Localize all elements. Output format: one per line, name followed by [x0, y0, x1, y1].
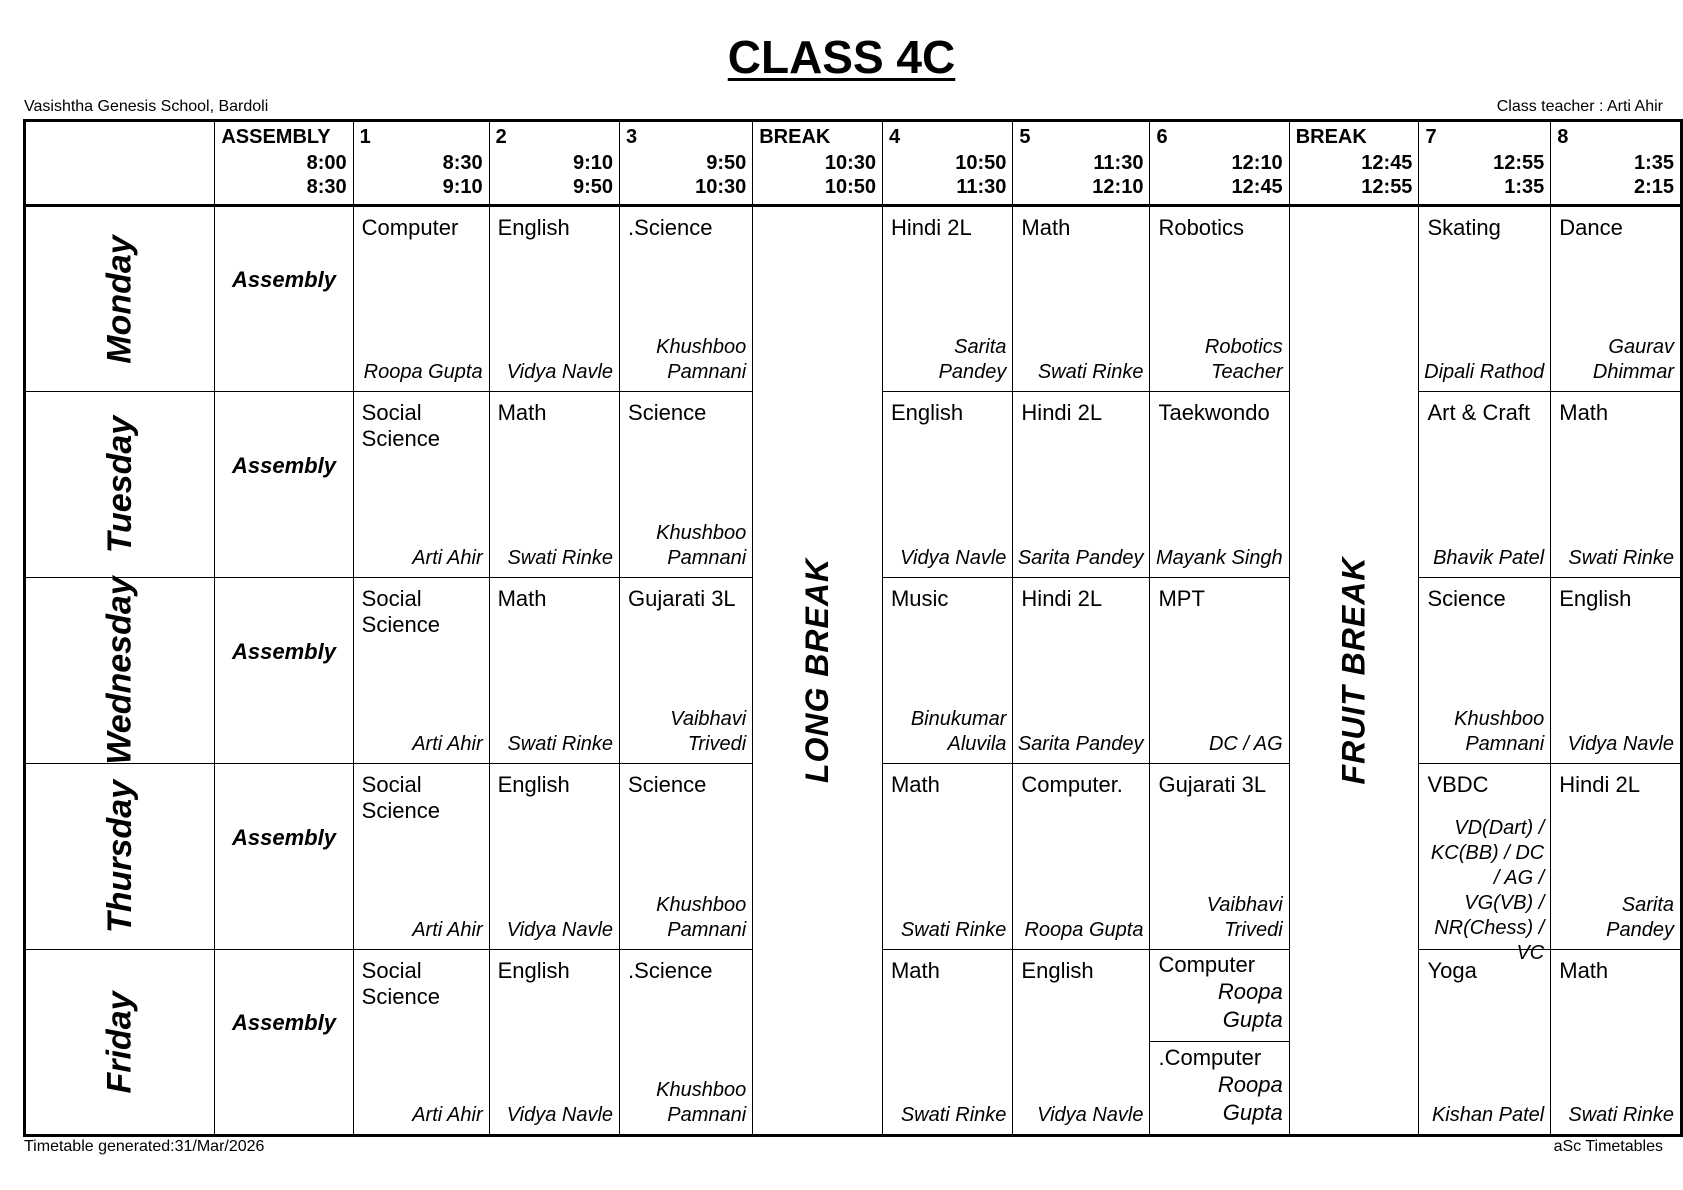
lesson-teacher: Swati Rinke: [507, 733, 614, 755]
day-name: Thursday: [100, 779, 139, 934]
lesson-teacher: Vidya Navle: [900, 547, 1007, 569]
period-start: 8:00: [306, 152, 347, 174]
lesson-cell[interactable]: [1419, 950, 1551, 1136]
generated-date: Timetable generated:31/Mar/2026: [24, 1138, 265, 1155]
period-name: 3: [626, 126, 638, 148]
day-name: Friday: [100, 990, 139, 1094]
period-name: 7: [1425, 126, 1437, 148]
period-start: 9:50: [706, 152, 747, 174]
lesson-split-part[interactable]: [1150, 950, 1288, 1042]
lesson-subject: Science: [628, 400, 707, 425]
lesson-teacher: Khushboo Pamnani: [656, 336, 747, 383]
lesson-subject: Hindi 2L: [1021, 400, 1103, 425]
period-header: [753, 121, 883, 206]
day-name: Wednesday: [100, 576, 139, 765]
period-name: 4: [888, 126, 901, 148]
lesson-teacher: Vidya Navle: [506, 361, 614, 383]
period-end: 12:10: [1092, 176, 1144, 198]
period-start: 12:45: [1361, 152, 1413, 174]
lesson-teacher: Sarita Pandey: [1017, 547, 1144, 569]
lesson-cell[interactable]: [489, 950, 619, 1136]
period-name: ASSEMBLY: [221, 126, 331, 148]
lesson-teacher: Gaurav Dhimmar: [1592, 336, 1674, 383]
lesson-teacher: Swati Rinke: [900, 919, 1007, 941]
assembly-label: Assembly: [232, 452, 336, 478]
lesson-subject: Science: [628, 772, 707, 797]
day-label-cell: [25, 950, 215, 1136]
lesson-subject: Math: [890, 958, 940, 983]
fruit-break-label: FRUIT BREAK: [1335, 556, 1372, 785]
period-start: 11:30: [1093, 152, 1144, 174]
lesson-subject: Robotics: [1158, 215, 1245, 240]
period-header: [1551, 121, 1682, 206]
lesson-cell[interactable]: [353, 764, 489, 950]
lesson-cell[interactable]: [1551, 764, 1682, 950]
lesson-split-part[interactable]: [1150, 1043, 1288, 1135]
lesson-cell[interactable]: [353, 950, 489, 1136]
lesson-subject: Math: [497, 586, 547, 611]
long-break-cell: [753, 206, 883, 1136]
lesson-subject: Math: [1559, 400, 1609, 425]
day-name: Monday: [100, 234, 139, 364]
lesson-cell[interactable]: [882, 950, 1012, 1136]
lesson-subject: Computer.: [1021, 772, 1123, 797]
lesson-subject: MPT: [1158, 586, 1205, 611]
lesson-teacher: Swati Rinke: [900, 1104, 1007, 1126]
lesson-cell[interactable]: [882, 206, 1012, 392]
period-header: [489, 121, 619, 206]
lesson-teacher: DC / AG: [1208, 733, 1283, 755]
lesson-cell[interactable]: [353, 392, 489, 578]
lesson-cell[interactable]: [353, 206, 489, 392]
lesson-subject: Math: [1021, 215, 1071, 240]
assembly-cell: [215, 578, 353, 764]
lesson-subject: Computer: [361, 215, 459, 240]
lesson-teacher: Vidya Navle: [506, 919, 614, 941]
lesson-cell[interactable]: [1419, 578, 1551, 764]
period-end: 2:15: [1633, 176, 1674, 198]
lesson-teacher: Arti Ahir: [412, 733, 483, 755]
lesson-teacher: Swati Rinke: [1037, 361, 1144, 383]
lesson-subject: Math: [497, 400, 547, 425]
lesson-teacher: Roopa Gupta: [1217, 979, 1283, 1032]
lesson-cell[interactable]: [489, 578, 619, 764]
lesson-cell[interactable]: [1013, 578, 1150, 764]
lesson-subject: Social Science: [361, 400, 440, 451]
lesson-cell[interactable]: [1150, 392, 1289, 578]
lesson-subject: Taekwondo: [1158, 400, 1270, 425]
lesson-cell[interactable]: [489, 206, 619, 392]
period-header-row: [25, 121, 1682, 206]
period-start: 10:30: [824, 152, 876, 174]
lesson-cell[interactable]: [1551, 578, 1682, 764]
lesson-cell[interactable]: [1551, 950, 1682, 1136]
assembly-cell: [215, 392, 353, 578]
lesson-cell[interactable]: [882, 764, 1012, 950]
period-header: [620, 121, 753, 206]
lesson-subject: .Computer: [1158, 1045, 1262, 1070]
period-end: 1:35: [1504, 176, 1545, 198]
period-name: BREAK: [759, 126, 831, 148]
lesson-teacher: Vidya Navle: [1037, 1104, 1144, 1126]
lesson-teacher: Roopa Gupta: [1217, 1072, 1283, 1125]
lesson-teacher: VD(Dart) / KC(BB) / DC / AG / VG(VB) / NR(Chess) / VC: [1430, 817, 1545, 964]
lesson-subject: Social Science: [361, 772, 440, 823]
period-end: 9:10: [442, 176, 483, 198]
assembly-label: Assembly: [232, 267, 336, 292]
lesson-teacher: Swati Rinke: [1568, 1104, 1674, 1126]
lesson-subject: Skating: [1427, 215, 1501, 240]
lesson-cell[interactable]: [1013, 950, 1150, 1136]
lesson-teacher: Khushboo Pamnani: [656, 1079, 747, 1126]
period-header: [1150, 121, 1289, 206]
lesson-cell[interactable]: [882, 392, 1012, 578]
lesson-subject: English: [890, 400, 964, 425]
lesson-cell[interactable]: [1150, 578, 1289, 764]
lesson-teacher: Sarita Pandey: [1017, 733, 1144, 755]
lesson-cell[interactable]: [1150, 764, 1289, 950]
lesson-subject: Math: [1559, 958, 1609, 983]
lesson-cell[interactable]: [1419, 764, 1551, 964]
period-name: 8: [1557, 126, 1569, 148]
period-end: 8:30: [306, 176, 347, 198]
lesson-teacher: Khushboo Pamnani: [1454, 708, 1545, 755]
lesson-teacher: Bhavik Patel: [1433, 547, 1545, 569]
assembly-label: Assembly: [232, 638, 336, 664]
lesson-subject: Math: [890, 772, 940, 797]
day-name: Tuesday: [100, 415, 139, 554]
lesson-cell[interactable]: [1150, 950, 1289, 1136]
assembly-label: Assembly: [232, 1010, 336, 1035]
lesson-subject: .Science: [628, 215, 713, 240]
lesson-subject: Dance: [1559, 215, 1623, 240]
lesson-teacher: Arti Ahir: [412, 1104, 483, 1126]
period-end: 10:50: [824, 176, 876, 198]
lesson-teacher: Arti Ahir: [412, 919, 483, 941]
page-title: CLASS 4C: [727, 31, 956, 83]
school-name: Vasishtha Genesis School, Bardoli: [24, 98, 269, 115]
assembly-cell: [215, 764, 353, 950]
period-name: 2: [495, 126, 507, 148]
period-header: [215, 121, 353, 206]
lesson-teacher: Robotics Teacher: [1204, 336, 1283, 383]
day-label-cell: [25, 578, 215, 764]
period-header: [1289, 121, 1419, 206]
lesson-subject: .Science: [628, 958, 713, 983]
lesson-subject: English: [1559, 586, 1632, 611]
generator-credit: aSc Timetables: [1553, 1138, 1663, 1155]
lesson-subject: Gujarati 3L: [1158, 772, 1267, 797]
lesson-cell[interactable]: [1419, 392, 1551, 578]
class-teacher: Class teacher : Arti Ahir: [1496, 98, 1663, 115]
lesson-cell[interactable]: [620, 764, 753, 950]
lesson-teacher: Vaibhavi Trivedi: [1206, 894, 1283, 941]
day-row: [25, 206, 1682, 392]
lesson-teacher: Arti Ahir: [412, 547, 483, 569]
timetable: [23, 119, 1683, 1137]
lesson-cell[interactable]: [489, 764, 619, 950]
lesson-teacher: Kishan Patel: [1431, 1104, 1545, 1126]
lesson-teacher: Vidya Navle: [1567, 733, 1674, 755]
period-name: 1: [359, 126, 371, 148]
period-name: BREAK: [1295, 126, 1367, 148]
assembly-cell: [215, 950, 353, 1136]
lesson-cell[interactable]: [353, 578, 489, 764]
assembly-cell: [215, 206, 353, 392]
period-header: [1419, 121, 1551, 206]
period-end: 12:45: [1231, 176, 1283, 198]
lesson-cell[interactable]: [1013, 206, 1150, 392]
lesson-cell[interactable]: [1419, 206, 1551, 392]
lesson-teacher: Roopa Gupta: [1024, 919, 1144, 941]
period-end: 9:50: [573, 176, 614, 198]
lesson-cell[interactable]: [1150, 206, 1289, 392]
lesson-teacher: Vaibhavi Trivedi: [670, 708, 747, 755]
lesson-teacher: Swati Rinke: [1568, 547, 1674, 569]
period-start: 12:10: [1231, 152, 1283, 174]
lesson-subject: Science: [1427, 586, 1506, 611]
lesson-cell[interactable]: [882, 578, 1012, 764]
lesson-cell[interactable]: [1551, 392, 1682, 578]
period-name: 6: [1156, 126, 1168, 148]
lesson-subject: Hindi 2L: [1559, 772, 1640, 797]
lesson-cell[interactable]: [489, 392, 619, 578]
lesson-subject: Computer: [1158, 952, 1256, 977]
lesson-subject: Hindi 2L: [1021, 586, 1103, 611]
period-start: 10:50: [955, 152, 1007, 174]
lesson-subject: Social Science: [361, 958, 440, 1009]
day-label-cell: [25, 392, 215, 578]
lesson-teacher: Roopa Gupta: [363, 361, 483, 383]
lesson-teacher: Vidya Navle: [506, 1104, 614, 1126]
lesson-subject: Gujarati 3L: [628, 586, 736, 611]
lesson-teacher: Dipali Rathod: [1424, 361, 1545, 383]
period-end: 12:55: [1361, 176, 1413, 198]
lesson-subject: English: [1021, 958, 1094, 983]
period-name: 5: [1019, 126, 1031, 148]
lesson-subject: Social Science: [361, 586, 440, 637]
lesson-subject: English: [497, 958, 570, 983]
lesson-teacher: Swati Rinke: [507, 547, 614, 569]
period-start: 1:35: [1633, 152, 1674, 174]
corner-cell: [25, 121, 215, 206]
long-break-label: LONG BREAK: [799, 557, 836, 784]
lesson-cell[interactable]: [620, 206, 753, 392]
lesson-subject: Art & Craft: [1427, 400, 1531, 425]
period-header: [882, 121, 1012, 206]
period-start: 8:30: [442, 152, 483, 174]
lesson-subject: English: [497, 772, 570, 797]
period-end: 10:30: [695, 176, 747, 198]
lesson-cell[interactable]: [620, 578, 753, 764]
lesson-subject: Yoga: [1427, 958, 1477, 983]
lesson-cell[interactable]: [1013, 764, 1150, 950]
lesson-teacher: Binukumar Aluvila: [910, 708, 1007, 755]
lesson-cell[interactable]: [620, 950, 753, 1136]
assembly-label: Assembly: [232, 824, 336, 850]
lesson-teacher: Khushboo Pamnani: [656, 894, 747, 941]
day-label-cell: [25, 764, 215, 950]
period-header: [353, 121, 489, 206]
lesson-teacher: Sarita Pandey: [1606, 894, 1674, 941]
lesson-subject: VBDC: [1427, 772, 1489, 797]
lesson-teacher: Khushboo Pamnani: [656, 522, 747, 569]
fruit-break-cell: [1289, 206, 1419, 1136]
lesson-cell[interactable]: [1013, 392, 1150, 578]
period-end: 11:30: [956, 176, 1007, 198]
period-start: 12:55: [1493, 152, 1545, 174]
lesson-subject: Hindi 2L: [890, 215, 972, 240]
lesson-teacher: Sarita Pandey: [938, 336, 1007, 383]
period-header: [1013, 121, 1150, 206]
lesson-teacher: Mayank Singh: [1155, 547, 1283, 569]
period-start: 9:10: [573, 152, 614, 174]
lesson-subject: Music: [890, 586, 949, 611]
lesson-cell[interactable]: [1551, 206, 1682, 392]
lesson-cell[interactable]: [620, 392, 753, 578]
lesson-subject: English: [497, 215, 570, 240]
day-label-cell: [25, 206, 215, 392]
